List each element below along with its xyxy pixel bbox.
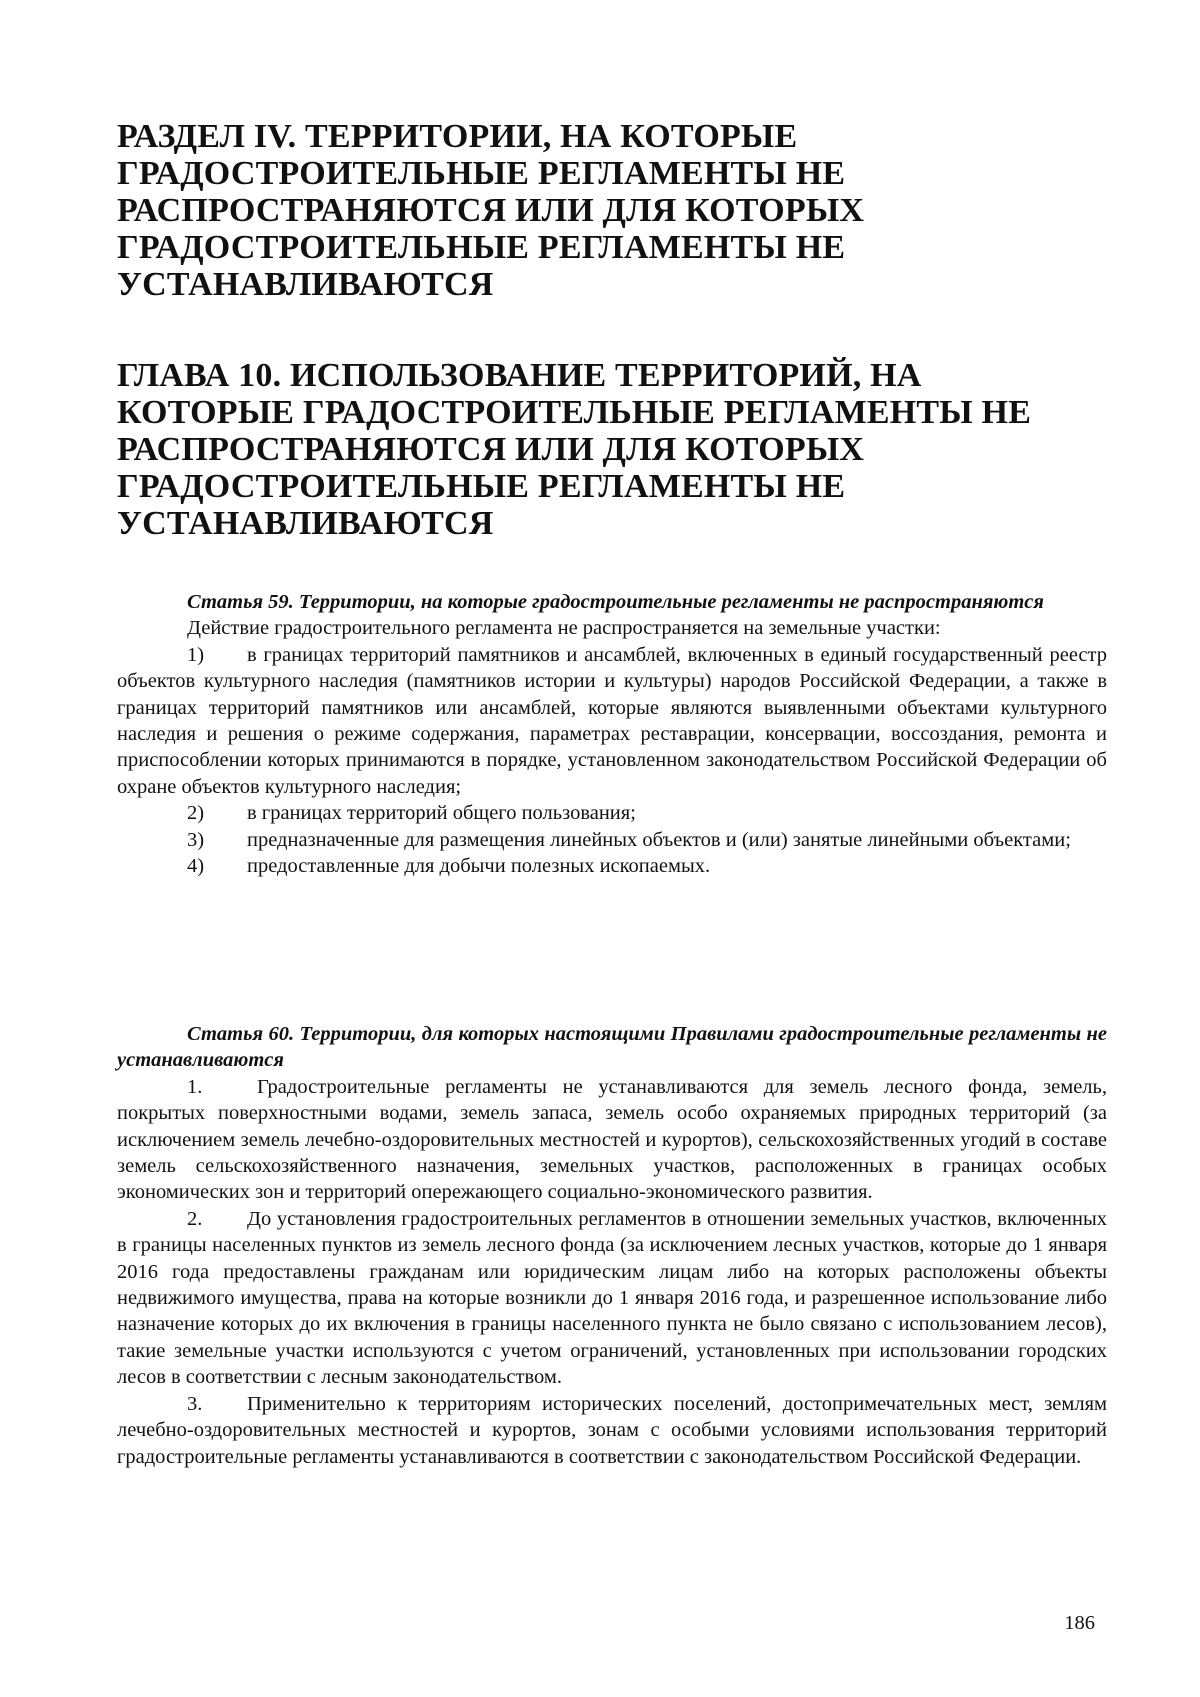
page-number: 186 [1064,1612,1095,1634]
list-item-text: предназначенные для размещения линейных объектов и (или) занятые линейными объектами; [247,828,1071,851]
list-item [117,800,1107,826]
list-item-number: 4) [187,855,205,878]
article-60-heading: Статья 60. Территории, для которых настоящими Правилами градостроительные регламенты не устанавливаются [117,1023,1107,1072]
list-item-number: 2. [187,1207,203,1230]
list-item-number: 1. [187,1075,203,1098]
list-item [117,1206,1107,1391]
list-item [117,642,1107,800]
list-item-text: Применительно к территориям исторических поселений, достопримечательных мест, землям лечебно-оздоровительных местностей и курортов, зонам с особыми условиями использования территорий градостроительные регламенты устанавливаются в соответствии с законодательством Российской Федерации. [117,1392,1107,1468]
list-item-text: в границах территорий общего пользования; [247,802,636,825]
article-59-heading: Статья 59. Территории, на которые градостроительные регламенты не распространяются [187,591,1044,613]
list-item-text: Градостроительные регламенты не устанавливаются для земель лесного фонда, земель, покрытых поверхностными водами, земель запаса, земель особо охраняемых природных территорий (за исключением земель лечебно-оздоровительных местностей и курортов), сельскохозяйственных угодий в составе земель сельскохозяйственного назначения, земельных участков, расположенных в границах особых экономических зон и территорий опережающего социально-экономического развития. [117,1075,1107,1204]
chapter-title: ГЛАВА 10. ИСПОЛЬЗОВАНИЕ ТЕРРИТОРИЙ, НА КОТОРЫЕ ГРАДОСТРОИТЕЛЬНЫЕ РЕГЛАМЕНТЫ НЕ РАСПРОСТРАНЯЮТСЯ ИЛИ ДЛЯ КОТОРЫХ ГРАДОСТРОИТЕЛЬНЫЕ РЕГЛАМЕНТЫ НЕ УСТАНАВЛИВАЮТСЯ [117,357,1032,542]
article-59-intro: Действие градостроительного регламента не распространяется на земельные участки: [187,617,941,640]
list-item-number: 1) [187,643,205,666]
list-item-text: предоставленные для добычи полезных ископаемых. [247,855,711,878]
list-item-text: в границах территорий памятников и ансамблей, включенных в единый государственный реестр объектов культурного наследия (памятников истории и культуры) народов Российской Федерации, а также в границах территорий памятников или ансамблей, которые являются выявленными объектами культурного наследия и решения о режиме содержания, параметрах реставрации, консервации, воссоздания, ремонта и приспособлении которых принимаются в порядке, установленном законодательством Российской Федерации об охране объектов культурного наследия; [117,643,1107,798]
article-60 [117,1021,1107,1470]
list-item-number: 3) [187,828,205,851]
article-59 [117,589,1107,879]
list-item [117,853,1107,879]
list-item [117,1391,1107,1470]
list-item-number: 2) [187,802,205,825]
list-item-text: До установления градостроительных регламентов в отношении земельных участков, включенных в границы населенных пунктов из земель лесного фонда (за исключением лесных участков, которые до 1 января 2016 года предоставлены гражданам или юридическим лицам либо на которых расположены объекты недвижимого имущества, права на которые возникли до 1 января 2016 года, и разрешенное использование либо назначение которых до их включения в границы населенного пункта не было связано с использованием лесов), такие земельные участки используются с учетом ограничений, установленных при использовании городских лесов в соответствии с лесным законодательством. [117,1207,1107,1389]
section-title: РАЗДЕЛ IV. ТЕРРИТОРИИ, НА КОТОРЫЕ ГРАДОСТРОИТЕЛЬНЫЕ РЕГЛАМЕНТЫ НЕ РАСПРОСТРАНЯЮТСЯ ИЛИ ДЛЯ КОТОРЫХ ГРАДОСТРОИТЕЛЬНЫЕ РЕГЛАМЕНТЫ НЕ УСТАНАВЛИВАЮТСЯ [117,118,865,303]
list-item-number: 3. [187,1392,203,1415]
list-item [117,1074,1107,1206]
list-item [117,827,1107,853]
